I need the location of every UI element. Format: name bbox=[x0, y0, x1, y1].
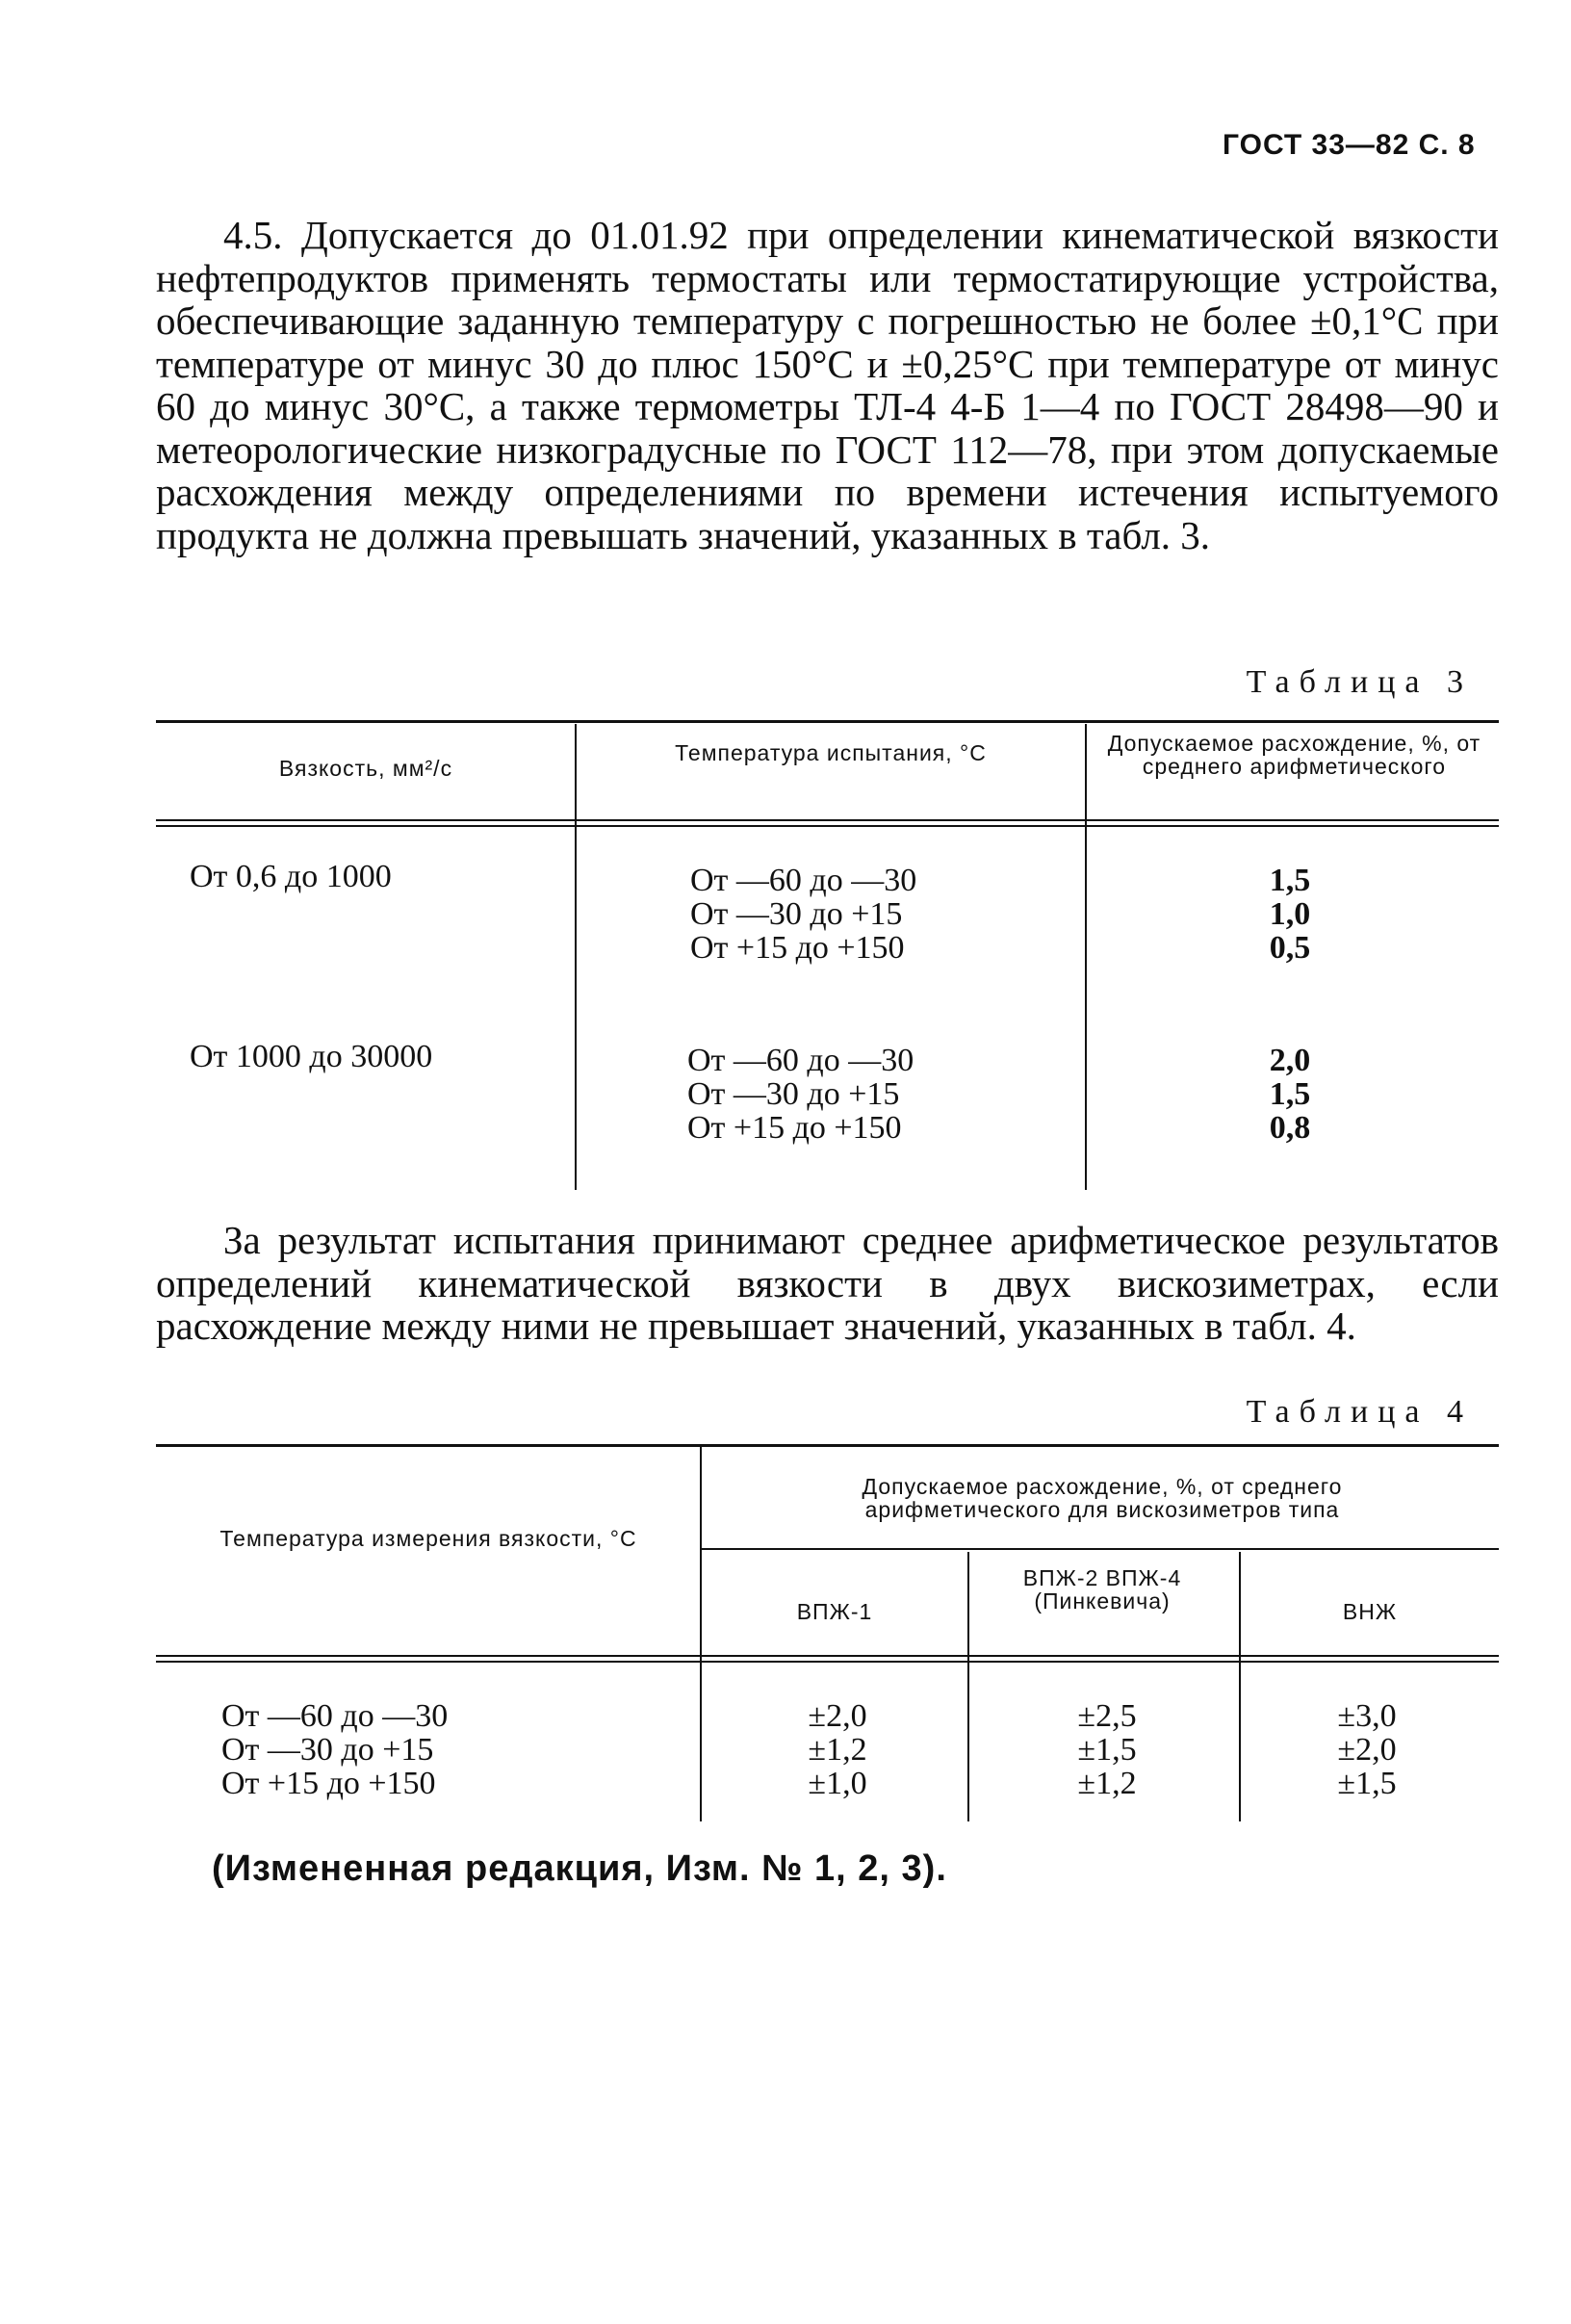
table-4-header-group: Допускаемое расхождение, %, от среднего арифметического для вискозиметров типа bbox=[862, 1474, 1343, 1522]
table-4-top-rule bbox=[156, 1444, 1499, 1447]
table-3-header-temperature: Температура испытания, °С bbox=[675, 740, 987, 765]
table-4-temp-2: От —30 до +15 bbox=[221, 1732, 434, 1768]
table-4-col-divider-1 bbox=[700, 1447, 702, 1821]
paragraph-result: За результат испытания принимают среднее арифметическое результатов определений кинематической вязкости в двух вискозиметрах, если расхождение между ними не превышает значений, указанных в табл. 4. bbox=[156, 1218, 1499, 1348]
page-header: ГОСТ 33—82 С. 8 bbox=[1223, 129, 1476, 161]
table-4-vpzh2-value-3: ±1,2 bbox=[1077, 1766, 1137, 1801]
table-4-vnzh-value-2: ±2,0 bbox=[1337, 1732, 1397, 1768]
table-3-row-2-value-1: 2,0 bbox=[1269, 1043, 1311, 1078]
table-4-temp-1: От —60 до —30 bbox=[221, 1698, 449, 1734]
table-3-header-rule bbox=[156, 819, 1499, 821]
table-3-row-2-value-2: 1,5 bbox=[1269, 1076, 1311, 1112]
table-4-vpzh1-value-1: ±2,0 bbox=[808, 1698, 867, 1734]
table-3-col-divider-2 bbox=[1085, 724, 1087, 1190]
table-4-caption: Таблица 4 bbox=[1246, 1394, 1473, 1430]
table-3-header-viscosity: Вязкость, мм²/с bbox=[278, 756, 453, 781]
table-3-row-2-value-3: 0,8 bbox=[1269, 1110, 1311, 1146]
table-4-header-rule bbox=[156, 1655, 1499, 1657]
table-4-temp-3: От +15 до +150 bbox=[221, 1766, 436, 1801]
table-4-vpzh2-value-2: ±1,5 bbox=[1077, 1732, 1137, 1768]
table-4-subheader-vpzh2-vpzh4: ВПЖ-2 ВПЖ-4 (Пинкевича) bbox=[1022, 1565, 1182, 1614]
table-3-row-1-temp-2: От —30 до +15 bbox=[690, 896, 903, 932]
table-4-header-temperature: Температура измерения вязкости, °С bbox=[219, 1526, 637, 1551]
table-3-row-1-value-2: 1,0 bbox=[1269, 896, 1311, 932]
table-3-top-rule bbox=[156, 720, 1499, 723]
amendment-note: (Измененная редакция, Изм. № 1, 2, 3). bbox=[212, 1848, 947, 1889]
table-4-vpzh1-value-3: ±1,0 bbox=[808, 1766, 867, 1801]
table-3-row-1-temp-3: От +15 до +150 bbox=[690, 930, 905, 966]
table-4-vpzh1-value-2: ±1,2 bbox=[808, 1732, 867, 1768]
table-3-header-rule-double bbox=[156, 825, 1499, 827]
table-4-vnzh-value-1: ±3,0 bbox=[1337, 1698, 1397, 1734]
table-4-subheader-vpzh1: ВПЖ-1 bbox=[796, 1599, 873, 1624]
table-3-header-deviation: Допускаемое расхождение, %, от среднего арифметического bbox=[1107, 731, 1481, 779]
table-3-row-1-value-3: 0,5 bbox=[1269, 930, 1311, 966]
table-3-row-2-temp-2: От —30 до +15 bbox=[687, 1076, 900, 1112]
table-3-col-divider-1 bbox=[575, 724, 577, 1190]
table-3-row-1-viscosity: От 0,6 до 1000 bbox=[190, 859, 392, 894]
table-3-row-1-temp-1: От —60 до —30 bbox=[690, 863, 917, 898]
table-4-subheader-vnzh: ВНЖ bbox=[1342, 1599, 1398, 1624]
table-3-row-2-temp-1: От —60 до —30 bbox=[687, 1043, 914, 1078]
paragraph-4-5: 4.5. Допускается до 01.01.92 при определении кинематической вязкости нефтепродуктов применять термостаты или термостатирующие устройства, обеспечивающие заданную температуру с погрешностью не более ±0,1°С при температуре от минус 30 до плюс 150°С и ±0,25°С при температуре от минус 60 до минус 30°С, а также термометры ТЛ-4 4-Б 1—4 по ГОСТ 28498—90 и метеорологические низкоградусные по ГОСТ 112—78, при этом допускаемые расхождения между определениями по времени истечения испытуемого продукта не должна превышать значений, указанных в табл. 3. bbox=[156, 213, 1499, 557]
table-4-col-divider-3 bbox=[1239, 1552, 1241, 1821]
table-3-row-2-temp-3: От +15 до +150 bbox=[687, 1110, 902, 1146]
table-4-vpzh2-value-1: ±2,5 bbox=[1077, 1698, 1137, 1734]
table-4-col-divider-2 bbox=[967, 1552, 969, 1821]
table-3-row-2-viscosity: От 1000 до 30000 bbox=[190, 1039, 433, 1074]
table-4-header-rule-double bbox=[156, 1661, 1499, 1663]
table-3-row-1-value-1: 1,5 bbox=[1269, 863, 1311, 898]
table-4-group-rule bbox=[702, 1548, 1499, 1550]
table-4-vnzh-value-3: ±1,5 bbox=[1337, 1766, 1397, 1801]
table-3-caption: Таблица 3 bbox=[1246, 664, 1473, 700]
